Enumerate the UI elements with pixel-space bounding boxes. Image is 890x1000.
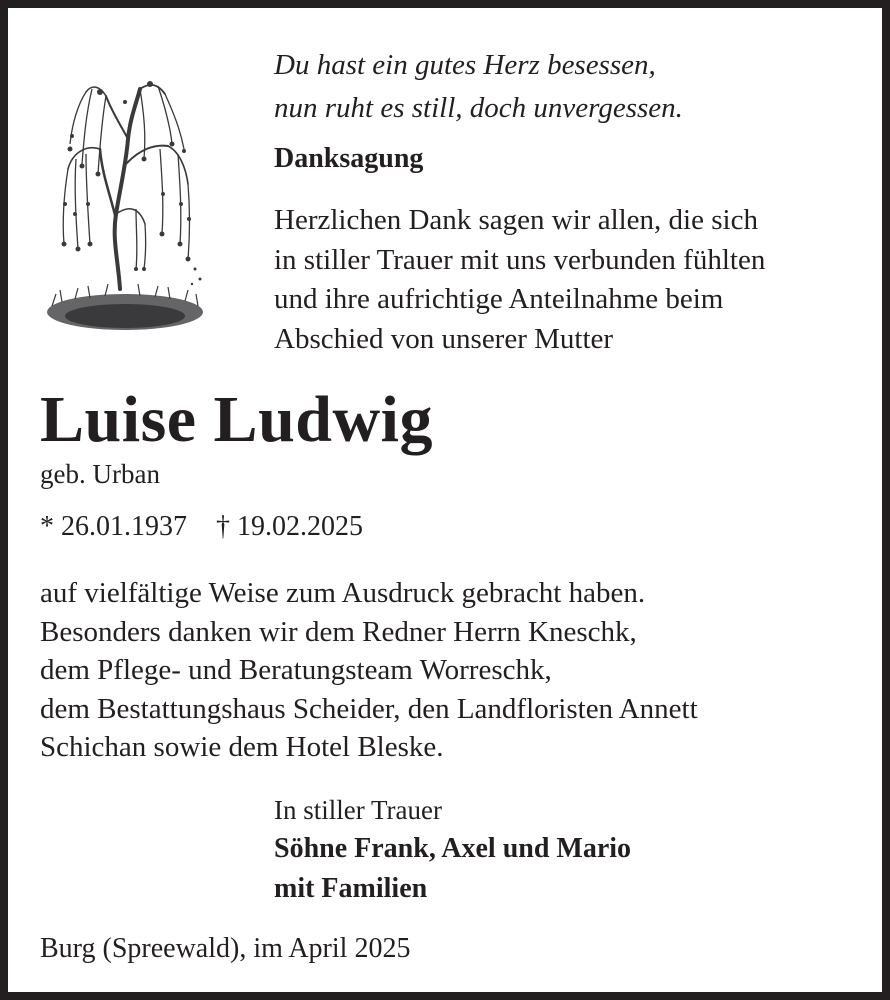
birth-star-icon: * xyxy=(40,511,54,542)
body-line: dem Bestattungshaus Scheider, den Landfloristen Annett xyxy=(40,692,698,725)
body-line: Besonders danken wir dem Redner Herrn Kneschk, xyxy=(40,615,637,648)
maiden-name: geb. Urban xyxy=(40,459,160,489)
mourners-line: mit Familien xyxy=(274,873,428,904)
deceased-name: Luise Ludwig xyxy=(40,383,433,456)
death-date: 19.02.2025 xyxy=(237,511,363,542)
body-line: dem Pflege- und Beratungsteam Worreschk, xyxy=(40,654,552,686)
notice-heading: Danksagung xyxy=(274,143,424,174)
body-line: Schichan sowie dem Hotel Bleske. xyxy=(40,731,444,763)
memorial-verse xyxy=(274,44,683,130)
verse-line: Du hast ein gutes Herz besessen, xyxy=(274,49,656,81)
weeping-willow-icon xyxy=(40,44,210,344)
place-and-date: Burg (Spreewald), im April 2025 xyxy=(40,933,411,964)
intro-text xyxy=(274,201,765,359)
intro-line: in stiller Trauer mit uns verbunden fühlten xyxy=(274,243,766,276)
intro-line: Herzlichen Dank sagen wir allen, die sich xyxy=(274,204,758,236)
mourners-line: Söhne Frank, Axel und Mario xyxy=(274,833,632,864)
mourners xyxy=(274,829,631,909)
thanks-body xyxy=(40,574,698,767)
death-cross-icon: † xyxy=(216,511,230,542)
intro-line: und ihre aufrichtige Anteilnahme beim xyxy=(274,283,724,315)
obituary-notice xyxy=(8,8,882,992)
birth-date: 26.01.1937 xyxy=(61,511,187,542)
life-dates xyxy=(40,509,363,545)
verse-line: nun ruht es still, doch unvergessen. xyxy=(274,92,683,124)
intro-line: Abschied von unserer Mutter xyxy=(274,322,614,355)
mourning-intro: In stiller Trauer xyxy=(274,795,442,825)
body-line: auf vielfältige Weise zum Ausdruck gebracht haben. xyxy=(40,577,646,609)
